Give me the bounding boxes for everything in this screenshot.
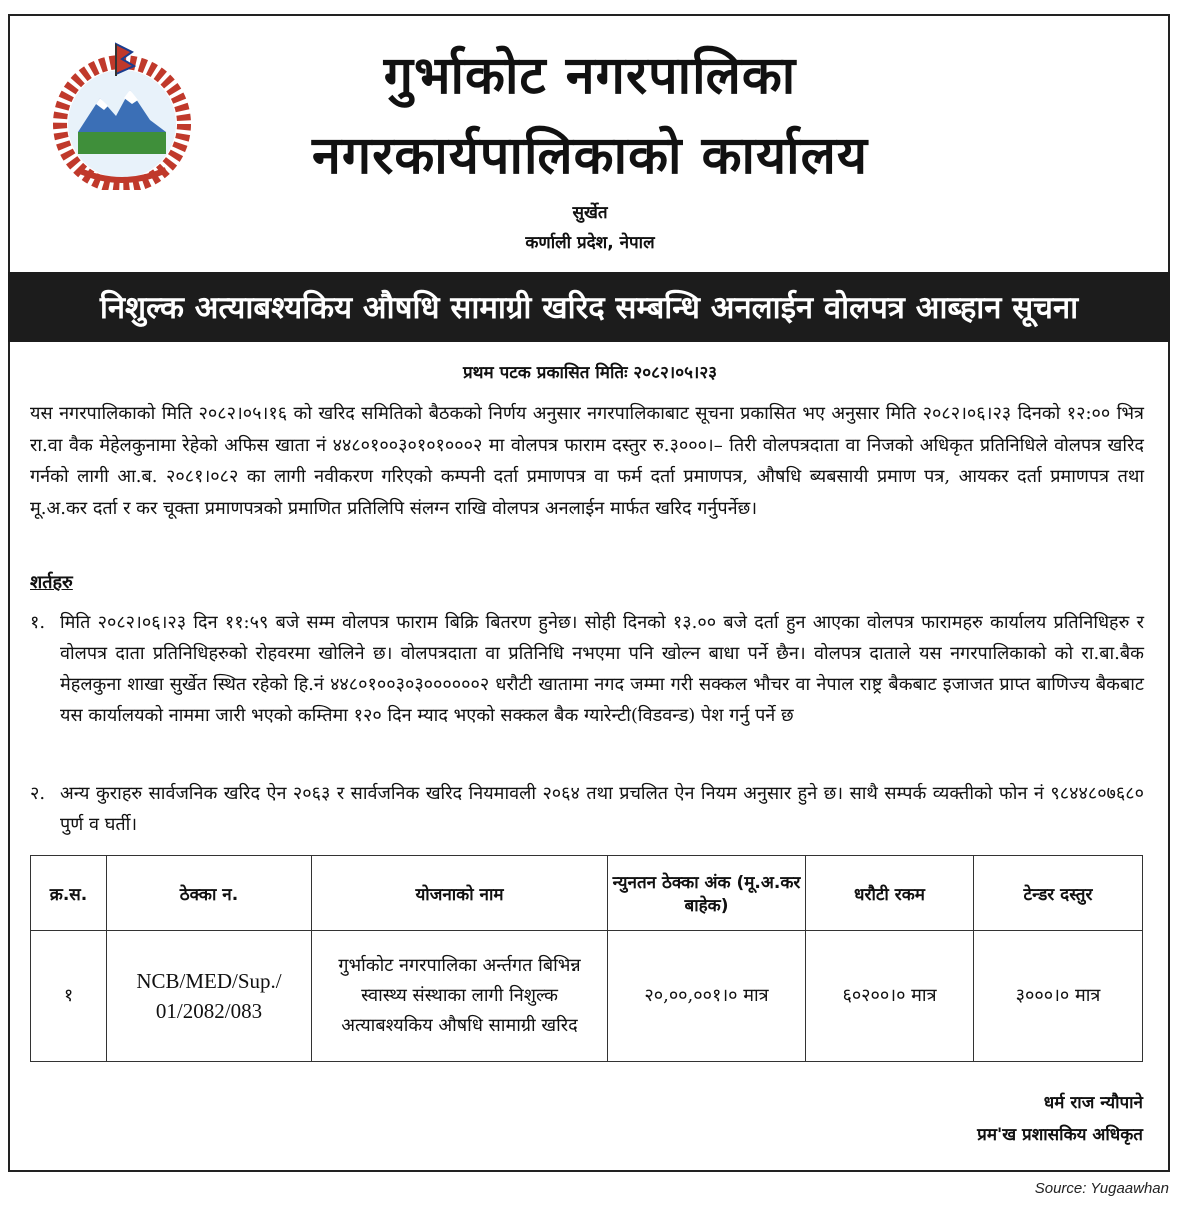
- conditions-heading: शर्तहरु: [30, 572, 73, 593]
- condition-item: [30, 778, 1144, 840]
- cell-sn: १: [31, 931, 107, 1062]
- published-date: प्रथम पटक प्रकासित मितिः २०८२।०५।२३: [462, 363, 718, 383]
- col-header-tender-fee: टेन्डर दस्तुर: [974, 856, 1143, 931]
- municipality-title: गुर्भाकोट नगरपालिका: [383, 46, 797, 106]
- col-header-min-amount: न्युनतन ठेक्का अंक (मू.अ.कर बाहेक): [608, 856, 806, 931]
- intro-paragraph: यस नगरपालिकाको मिति २०८२।०५।१६ को खरिद समितिको बैठकको निर्णय अनुसार नगरपालिकाबाट सूचना प्रकासित भए अनुसार मिति २०८२।०६।२३ दिनको १२:०० भित्र रा.वा वैक मेहेलकुनामा रेहेको अफिस खाता नं ४४८०१००३०१०१०००२ मा वोलपत्र फाराम दस्तुर रु.३०००।– तिरी वोलपत्रदाता वा निजको अधिकृत प्रतिनिधिले वोलपत्र खरिद गर्नको लागी आ.ब. २०८१।०८२ का लागी नवीकरण गरिएको कम्पनी दर्ता प्रमाणपत्र वा फर्म दर्ता प्रमाणपत्र, औषधि ब्यबसायी प्रमाण पत्र, आयकर दर्ता प्रमाणपत्र तथा मू.अ.कर दर्ता र कर चूक्ता प्रमाणपत्रको प्रमाणित प्रतिलिपि संलग्न राखि वोलपत्र अनलाईन मार्फत खरिद गर्नुपर्नेछ।: [30, 403, 1144, 519]
- cell-tender-fee: ३०००।० मात्र: [974, 931, 1143, 1062]
- col-header-sn: क्र.स.: [31, 856, 107, 931]
- table-row: [31, 931, 1143, 1062]
- table-header-row: [31, 856, 1143, 931]
- cell-deposit: ६०२००।० मात्र: [806, 931, 974, 1062]
- location-province: कर्णाली प्रदेश, नेपाल: [525, 233, 655, 253]
- source-credit: Source: Yugaawhan: [1034, 1180, 1169, 1197]
- condition-item: [30, 607, 1144, 731]
- notice-heading-banner: निशुल्क अत्याबश्यकिय औषधि सामाग्री खरिद सम्बन्धि अनलाईन वोलपत्र आब्हान सूचना: [8, 272, 1170, 342]
- cell-min-amount: २०,००,००१।० मात्र: [608, 931, 806, 1062]
- col-header-contract-no: ठेक्का न.: [107, 856, 312, 931]
- condition-number: २.: [30, 783, 46, 804]
- nepal-government-emblem-icon: [38, 40, 206, 190]
- cell-contract-no: NCB/MED/Sup./ 01/2082/083: [107, 931, 312, 1062]
- condition-number: १.: [30, 612, 46, 633]
- location-district: सुर्खेत: [572, 203, 608, 223]
- cell-project-name: गुर्भाकोट नगरपालिका अर्न्तगत बिभिन्न स्वास्थ्य संस्थाका लागी निशुल्क अत्याबश्यकिय औषधि सामाग्री खरिद: [312, 931, 608, 1062]
- office-title: नगरकार्यपालिकाको कार्यालय: [311, 126, 869, 186]
- condition-text: अन्य कुराहरु सार्वजनिक खरिद ऐन २०६३ र सार्वजनिक खरिद नियमावली २०६४ तथा प्रचलित ऐन नियम अनुसार हुने छ। साथै सम्पर्क व्यक्तीको फोन नं ९८४४८०७६८० पुर्ण व घर्ती।: [60, 783, 1144, 835]
- signatory-title: प्रम'ख प्रशासकिय अधिकृत: [977, 1125, 1143, 1145]
- condition-text: मिति २०८२।०६।२३ दिन ११:५९ बजे सम्म वोलपत्र फाराम बिक्रि बितरण हुनेछ। सोही दिनको १३.०० बजे दर्ता हुन आएका वोलपत्र फारामहरु कार्यालय प्रतिनिधिहरु र वोलपत्र दाता प्रतिनिधिहरुको रोहवरमा खोलिने छ। वोलपत्रदाता वा प्रतिनिधि नभएमा पनि खोल्न बाधा पर्ने छैन। वोलपत्र दाताले यस नगरपालिकाको को रा.बा.बैक मेहलकुना शाखा सुर्खेत स्थित रहेको हि.नं ४४८०१००३०३००००००२ धरौटी खातामा नगद जम्मा गरी सक्कल भौचर वा नेपाल राष्ट्र बैकबाट इजाजत प्राप्त बाणिज्य बैकबाट यस कार्यालयको नाममा जारी भएको कम्तिमा १२० दिन म्याद भएको सक्कल बैक ग्यारेन्टी(विडवन्ड) पेश गर्नु पर्ने छ: [60, 612, 1144, 726]
- col-header-project-name: योजनाको नाम: [312, 856, 608, 931]
- signatory-name: धर्म राज न्यौपाने: [1043, 1093, 1143, 1113]
- tender-table: [30, 855, 1143, 1062]
- col-header-deposit: धरौटी रकम: [806, 856, 974, 931]
